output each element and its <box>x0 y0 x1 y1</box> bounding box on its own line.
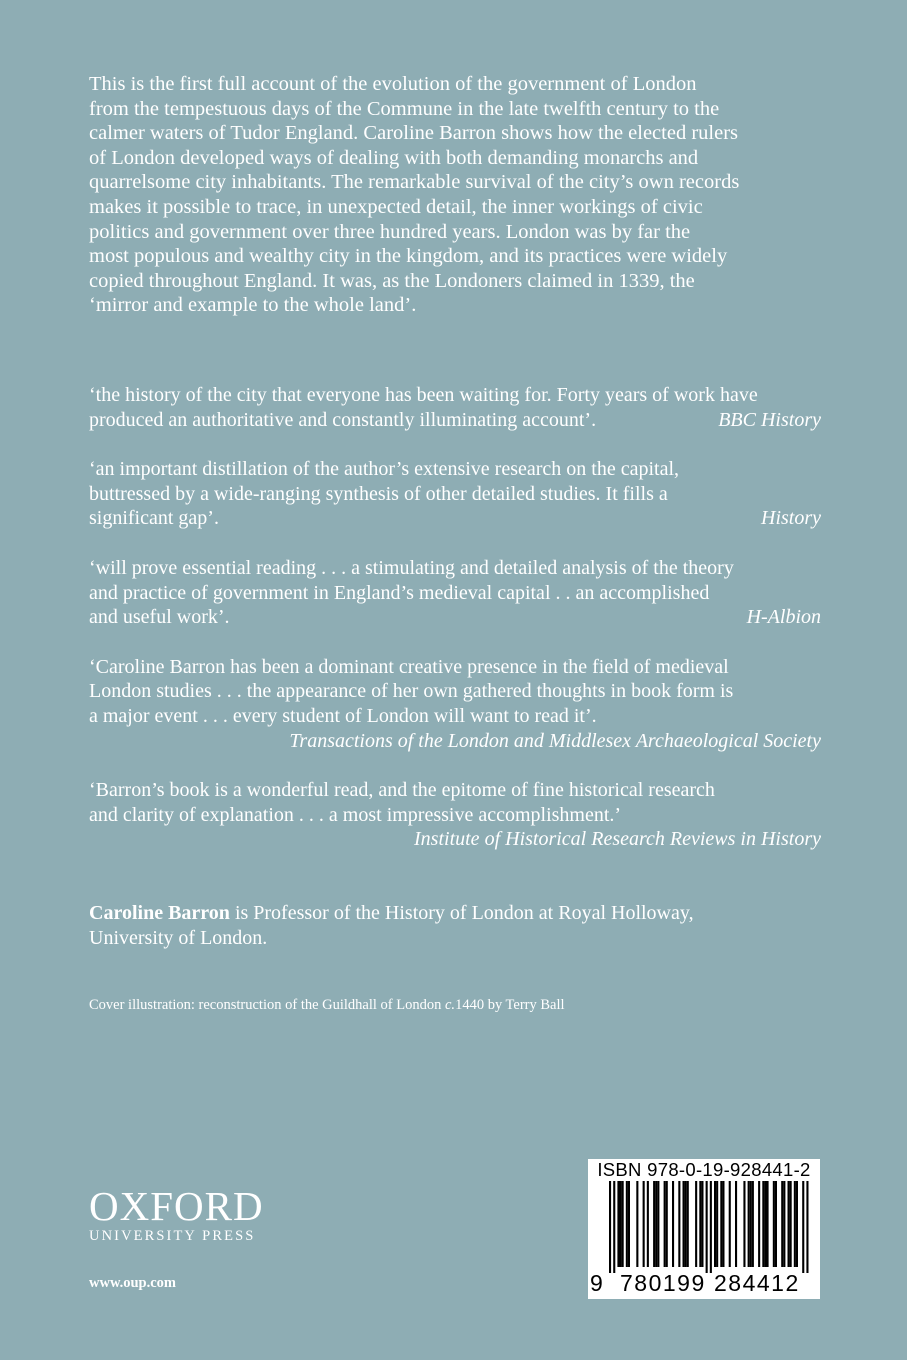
barcode-bar <box>643 1181 645 1267</box>
cover-credit-text: Cover illustration: reconstruction of the Guildhall of London <box>89 997 445 1013</box>
review-source: BBC History <box>718 408 821 431</box>
cover-credit-circa: c. <box>445 997 456 1013</box>
publisher-name: OXFORD <box>89 1183 264 1229</box>
barcode-bar <box>788 1181 790 1267</box>
review-line: buttressed by a wide-ranging synthesis of other detailed studies. It fills a <box>89 482 668 505</box>
barcode-bar <box>710 1181 712 1273</box>
barcode-bar <box>647 1181 649 1267</box>
barcode-bar <box>764 1181 766 1267</box>
barcode-bar <box>714 1181 716 1267</box>
barcode-bar <box>794 1181 796 1267</box>
barcode-bar <box>767 1181 769 1267</box>
review-line: significant gap’. <box>89 507 219 530</box>
review-quote <box>89 778 821 852</box>
blurb-line: copied throughout England. It was, as the Londoners claimed in 1339, the <box>89 269 695 292</box>
barcode-bar <box>628 1181 630 1267</box>
review-line: ‘Caroline Barron has been a dominant creative presence in the field of medieval <box>89 655 729 678</box>
barcode-bar <box>657 1181 659 1267</box>
barcode-bar <box>743 1181 745 1267</box>
cover-credit <box>89 997 565 1014</box>
blurb-line: This is the first full account of the evolution of the government of London <box>89 73 697 95</box>
barcode-bar <box>683 1181 685 1267</box>
review-quote <box>89 556 821 630</box>
blurb-line: ‘mirror and example to the whole land’. <box>89 294 417 317</box>
blurb-line: calmer waters of Tudor England. Caroline Barron shows how the elected rulers <box>89 122 739 145</box>
barcode-right-group: 284412 <box>714 1270 800 1296</box>
barcode-bar <box>729 1181 731 1267</box>
blurb-line: most populous and wealthy city in the kingdom, and its practices were widely <box>89 245 728 268</box>
barcode-bar <box>762 1181 764 1267</box>
barcode-bar <box>620 1181 622 1267</box>
barcode-bar <box>790 1181 792 1267</box>
oxford-university-press-logo <box>89 1184 264 1245</box>
blurb-line: of London developed ways of dealing with both demanding monarchs and <box>89 146 699 169</box>
barcode-bar <box>773 1181 775 1267</box>
barcode-bar <box>685 1181 687 1267</box>
barcode-bar <box>678 1181 680 1267</box>
blurb-line: politics and government over three hundred years. London was by far the <box>89 220 691 243</box>
cover-credit-year: 1440 by Terry Ball <box>455 997 565 1013</box>
review-line: ‘the history of the city that everyone has been waiting for. Forty years of work have <box>89 384 758 406</box>
review-line: ‘Barron’s book is a wonderful read, and the epitome of fine historical research <box>89 779 715 802</box>
author-bio-line <box>89 901 829 926</box>
barcode-bar <box>687 1181 689 1267</box>
barcode-bar <box>626 1181 628 1267</box>
barcode-bar <box>735 1181 737 1267</box>
review-line: London studies . . . the appearance of her own gathered thoughts in book form is <box>89 680 734 703</box>
review-quote <box>89 457 821 531</box>
barcode-bar <box>720 1181 722 1267</box>
publisher-subtitle: UNIVERSITY PRESS <box>89 1228 256 1244</box>
review-source: H-Albion <box>746 606 821 629</box>
blurb-line: from the tempestuous days of the Commune in the late twelfth century to the <box>89 97 720 120</box>
review-line: ‘will prove essential reading . . . a stimulating and detailed analysis of the theory <box>89 556 734 579</box>
barcode-bar <box>695 1181 697 1267</box>
barcode-bar <box>655 1181 657 1267</box>
barcode-first-digit: 9 <box>590 1270 603 1296</box>
isbn-label: ISBN 978-0-19-928441-2 <box>597 1159 811 1180</box>
barcode-bar <box>666 1181 668 1267</box>
barcode-bar <box>636 1181 638 1267</box>
author-bio <box>89 901 829 950</box>
review-line: and useful work’. <box>89 606 230 629</box>
review-line: and practice of government in England’s medieval capital . . an accomplished <box>89 581 710 604</box>
barcode-bar <box>664 1181 666 1267</box>
barcode-bar <box>672 1181 674 1267</box>
review-line: ‘an important distillation of the author’s extensive research on the capital, <box>89 458 679 481</box>
isbn-barcode <box>588 1159 820 1299</box>
author-bio-text: is Professor of the History of London at Royal Holloway, <box>229 902 694 924</box>
barcode-bar <box>748 1181 750 1267</box>
barcode-bar <box>613 1181 615 1273</box>
review-quote <box>89 383 821 432</box>
barcode-bar <box>706 1181 708 1273</box>
author-bio-line: University of London. <box>89 926 268 949</box>
publisher-website: www.oup.com <box>89 1275 177 1291</box>
blurb-line: quarrelsome city inhabitants. The remarkable survival of the city’s own records <box>89 171 740 194</box>
review-line: and clarity of explanation . . . a most impressive accomplishment.’ <box>89 803 622 826</box>
back-cover-blurb <box>89 72 829 318</box>
barcode-bar <box>752 1181 754 1267</box>
barcode-bar <box>622 1181 624 1267</box>
barcode-bar <box>806 1181 808 1273</box>
review-line: produced an authoritative and constantly illuminating account’. <box>89 408 597 431</box>
review-quote <box>89 655 821 753</box>
barcode-bar <box>758 1181 760 1267</box>
review-quotes <box>89 383 821 852</box>
barcode-bar <box>750 1181 752 1267</box>
barcode-bar <box>699 1181 701 1267</box>
barcode-bar <box>781 1181 783 1267</box>
barcode-bar <box>802 1181 804 1273</box>
barcode-bars <box>588 1181 820 1273</box>
barcode-bar <box>701 1181 703 1267</box>
barcode-bar <box>783 1181 785 1267</box>
review-source: Institute of Historical Research Reviews in History <box>414 828 821 851</box>
barcode-bar <box>796 1181 798 1267</box>
barcode-bar <box>775 1181 777 1267</box>
blurb-line: makes it possible to trace, in unexpected detail, the inner workings of civic <box>89 195 703 218</box>
review-line: a major event . . . every student of London will want to read it’. <box>89 704 597 727</box>
barcode-bar <box>653 1181 655 1267</box>
review-source: Transactions of the London and Middlesex Archaeological Society <box>289 729 821 752</box>
barcode-bar <box>716 1181 718 1267</box>
barcode-left-group: 780199 <box>620 1270 706 1296</box>
barcode-bar <box>617 1181 619 1267</box>
barcode-bar <box>609 1181 611 1273</box>
review-source: History <box>761 507 821 530</box>
author-name: Caroline Barron <box>89 902 230 924</box>
barcode-bar <box>722 1181 724 1267</box>
